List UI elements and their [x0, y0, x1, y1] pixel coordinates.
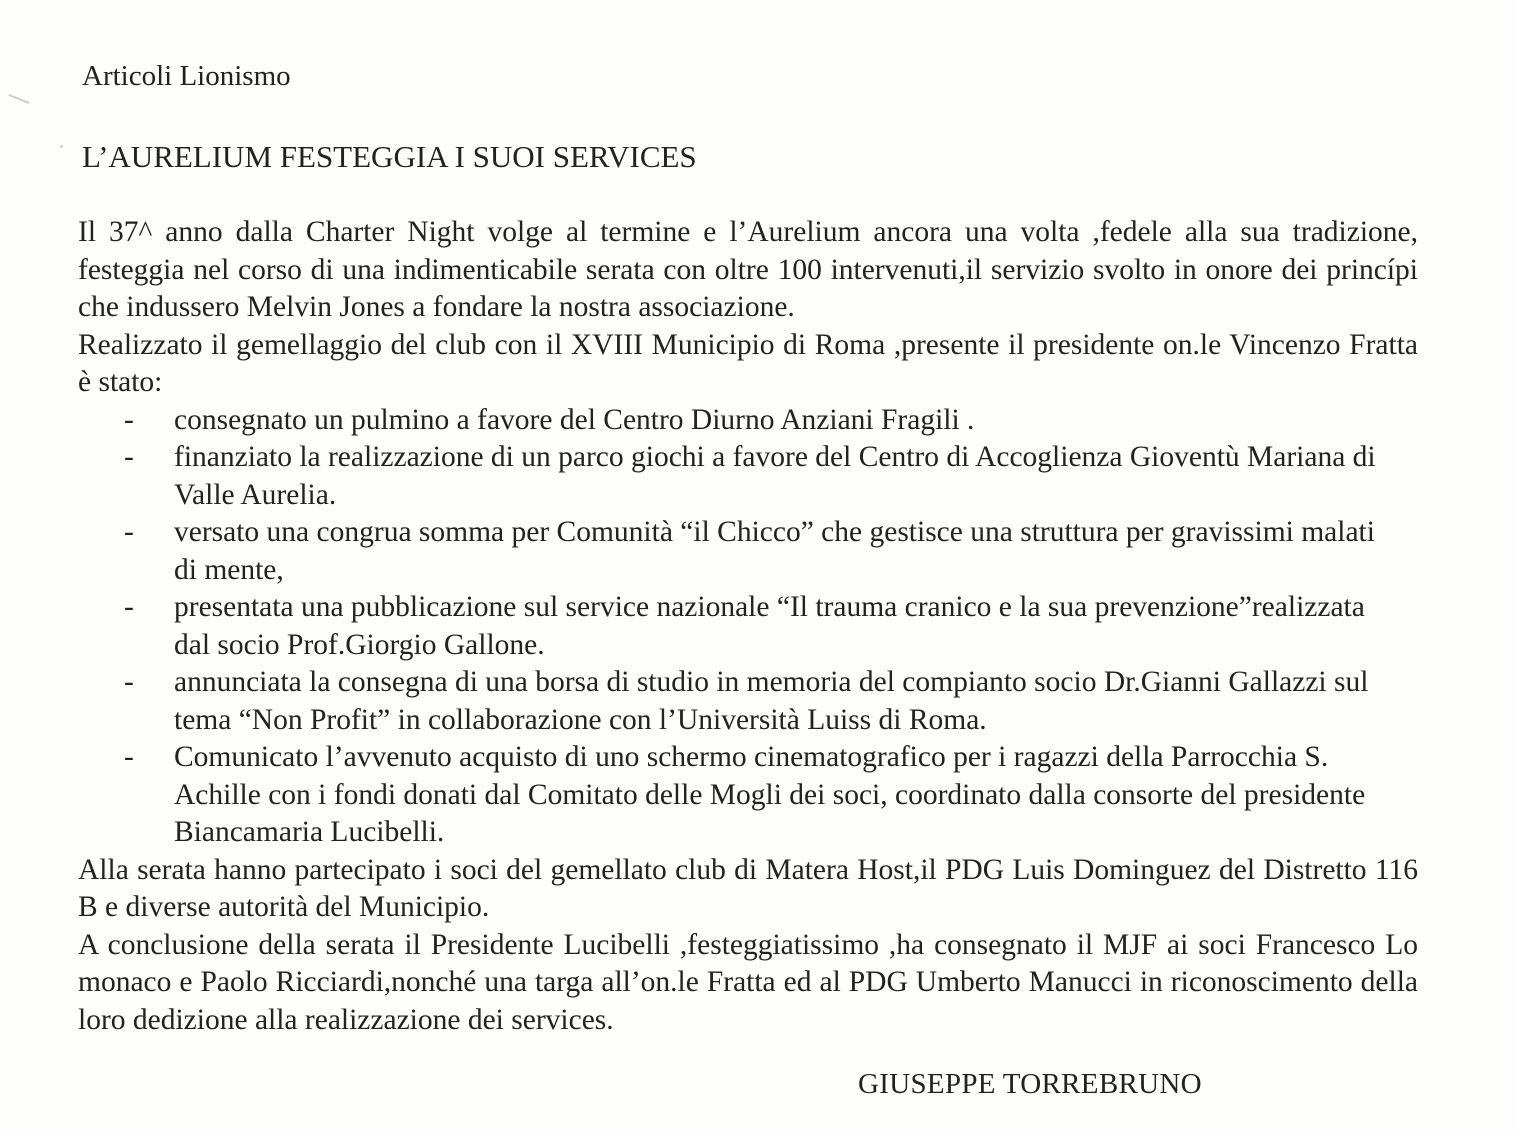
list-item	[78, 514, 1418, 589]
bullet-dash: -	[124, 516, 134, 548]
author-signature: GIUSEPPE TORREBRUNO	[858, 1068, 1202, 1100]
twinning-paragraph: Realizzato il gemellaggio del club con il XVIII Municipio di Roma ,presente il presidente on.le Vincenzo Fratta è stato:	[78, 328, 1418, 398]
list-item-text: finanziato la realizzazione di un parco giochi a favore del Centro di Accoglienza Gioventù Mariana di Valle Aurelia.	[174, 441, 1376, 511]
list-item	[78, 402, 1418, 440]
list-item	[78, 739, 1418, 852]
bullet-dash: -	[124, 741, 134, 773]
bullet-dash: -	[124, 403, 134, 436]
bullet-dash: -	[124, 666, 134, 698]
scan-speck	[60, 145, 63, 148]
list-item	[78, 664, 1418, 739]
list-item	[78, 439, 1418, 514]
list-item-text: consegnato un pulmino a favore del Centro Diurno Anziani Fragili .	[174, 403, 975, 436]
section-label: Articoli Lionismo	[82, 60, 291, 92]
bullet-dash: -	[124, 441, 134, 473]
closing-paragraph: A conclusione della serata il Presidente Lucibelli ,festeggiatissimo ,ha consegnato il MJF ai soci Francesco Lo monaco e Paolo Ricciardi,nonché una targa all’on.le Fratta ed al PDG Umberto Manucci in riconoscimento della loro dedizione alla realizzazione dei services.	[78, 928, 1418, 1036]
list-item-text: presentata una pubblicazione sul service nazionale “Il trauma cranico e la sua prevenzione”realizzata dal socio Prof.Giorgio Gallone.	[174, 591, 1365, 661]
article-title: L’AURELIUM FESTEGGIA I SUOI SERVICES	[82, 139, 697, 174]
list-item-text: Comunicato l’avvenuto acquisto di uno schermo cinematografico per i ragazzi della Parrocchia S. Achille con i fondi donati dal Comitato delle Mogli dei soci, coordinato dalla consorte del presidente Biancamaria Lucibelli.	[174, 741, 1366, 848]
services-list	[78, 402, 1418, 852]
list-item	[78, 589, 1418, 664]
scan-speck	[8, 94, 29, 104]
list-item-text: annunciata la consegna di una borsa di studio in memoria del compianto socio Dr.Gianni Gallazzi sul tema “Non Profit” in collaborazione con l’Università Luiss di Roma.	[174, 666, 1369, 736]
bullet-dash: -	[124, 591, 134, 623]
list-item-text: versato una congrua somma per Comunità “il Chicco” che gestisce una struttura per gravissimi malati di mente,	[174, 516, 1375, 586]
guests-paragraph: Alla serata hanno partecipato i soci del gemellato club di Matera Host,il PDG Luis Dominguez del Distretto 116 B e diverse autorità del Municipio.	[78, 853, 1418, 923]
intro-paragraph: Il 37^ anno dalla Charter Night volge al termine e l’Aurelium ancora una volta ,fedele alla sua tradizione, festeggia nel corso di una indimenticabile serata con oltre 100 intervenuti,il servizio svolto in onore dei princípi che indussero Melvin Jones a fondare la nostra associazione.	[78, 216, 1418, 323]
article-body	[78, 214, 1418, 1039]
